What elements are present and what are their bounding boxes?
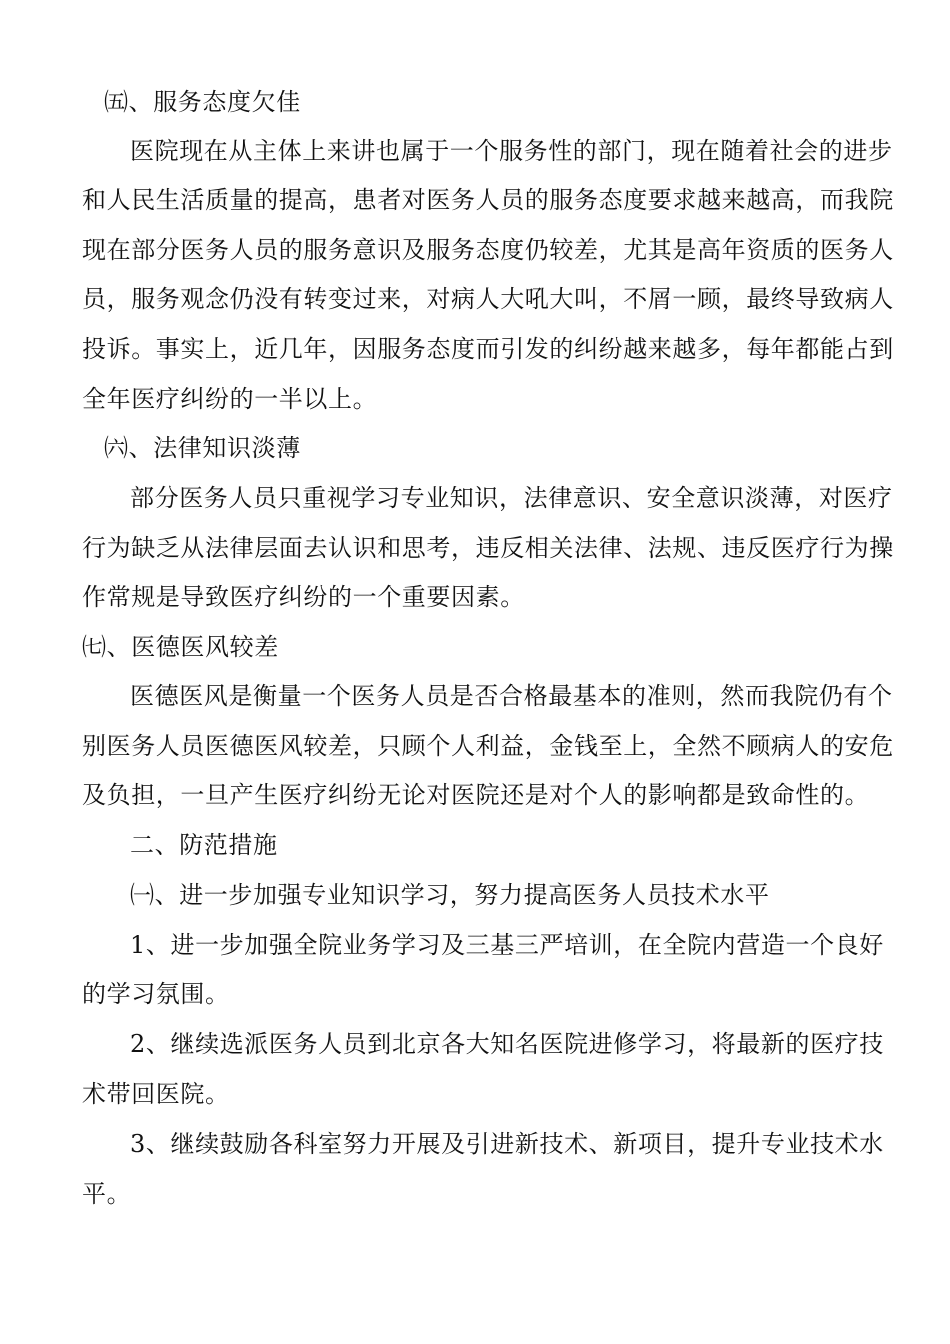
paragraph-line: 员，服务观念仍没有转变过来，对病人大吼大叫，不屑一顾，最终导致病人 bbox=[82, 285, 894, 313]
paragraph-line: 行为缺乏从法律层面去认识和思考，违反相关法律、法规、违反医疗行为操 bbox=[82, 534, 894, 562]
section-heading-5: ㈤、服务态度欠佳 bbox=[104, 88, 301, 116]
section-heading-7: ㈦、医德医风较差 bbox=[82, 633, 279, 661]
list-item-line: 3、继续鼓励各科室努力开展及引进新技术、新项目，提升专业技术水 bbox=[130, 1130, 884, 1158]
list-item-line: 平。 bbox=[82, 1180, 132, 1208]
list-item-line: 术带回医院。 bbox=[82, 1080, 230, 1108]
paragraph-line: 医德医风是衡量一个医务人员是否合格最基本的准则，然而我院仍有个 bbox=[130, 682, 893, 710]
list-item-line: 2、继续选派医务人员到北京各大知名医院进修学习，将最新的医疗技 bbox=[130, 1030, 884, 1058]
paragraph-line: 部分医务人员只重视学习专业知识，法律意识、安全意识淡薄，对医疗 bbox=[130, 484, 893, 512]
paragraph-line: 和人民生活质量的提高，患者对医务人员的服务态度要求越来越高，而我院 bbox=[82, 186, 894, 214]
section-heading-6: ㈥、法律知识淡薄 bbox=[104, 434, 301, 462]
paragraph-line: 作常规是导致医疗纠纷的一个重要因素。 bbox=[82, 583, 525, 611]
paragraph-line: 别医务人员医德医风较差，只顾个人利益，金钱至上，全然不顾病人的安危 bbox=[82, 732, 894, 760]
list-item-line: 1、进一步加强全院业务学习及三基三严培训，在全院内营造一个良好 bbox=[130, 931, 884, 959]
paragraph-line: 现在部分医务人员的服务意识及服务态度仍较差，尤其是高年资质的医务人 bbox=[82, 236, 894, 264]
paragraph-line: 投诉。事实上，近几年，因服务态度而引发的纠纷越来越多，每年都能占到 bbox=[82, 335, 894, 363]
subsection-heading-1: ㈠、进一步加强专业知识学习，努力提高医务人员技术水平 bbox=[130, 881, 770, 909]
list-item-line: 的学习氛围。 bbox=[82, 980, 230, 1008]
section-heading-measures: 二、防范措施 bbox=[130, 831, 278, 859]
paragraph-line: 全年医疗纠纷的一半以上。 bbox=[82, 385, 378, 413]
paragraph-line: 及负担，一旦产生医疗纠纷无论对医院还是对个人的影响都是致命性的。 bbox=[82, 781, 870, 809]
paragraph-line: 医院现在从主体上来讲也属于一个服务性的部门，现在随着社会的进步 bbox=[130, 137, 893, 165]
